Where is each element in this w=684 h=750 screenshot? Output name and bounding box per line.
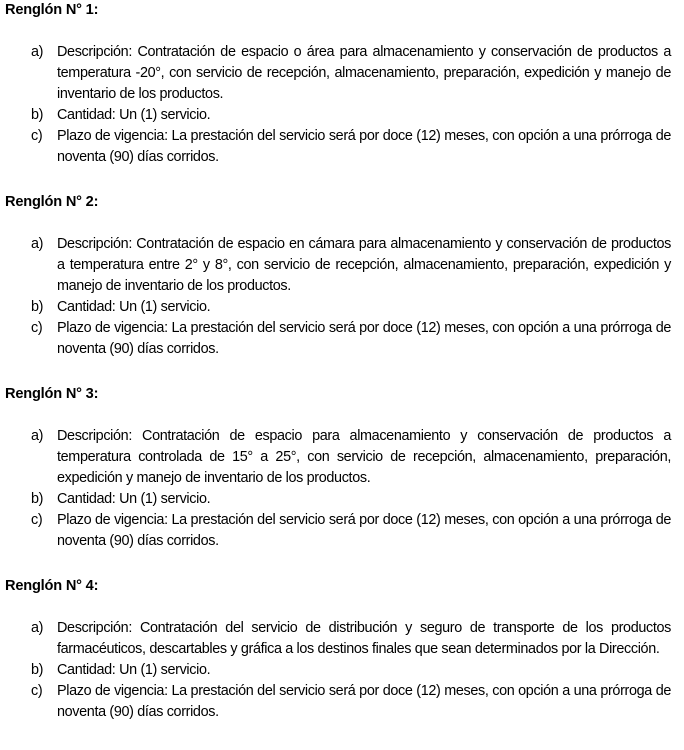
list-marker: b) <box>31 106 44 123</box>
item-text: Descripción: Contratación de espacio o área para almacenamiento y conservación de productos a temperatura -20°, con servicio de recepción, almacenamiento, preparación, expedición y manejo de inventario de los productos. <box>57 44 671 102</box>
list-item-plazo <box>0 318 684 360</box>
renglon-heading: Renglón N° 3: <box>5 386 99 402</box>
list-marker: c) <box>31 682 43 699</box>
list-marker: c) <box>31 319 43 336</box>
item-text: Cantidad: Un (1) servicio. <box>57 298 211 315</box>
list-item-plazo <box>0 510 684 552</box>
list-item-cantidad <box>0 297 684 318</box>
list-item-descripcion <box>0 234 684 297</box>
list-item-cantidad <box>0 489 684 510</box>
renglon-items <box>0 426 684 551</box>
item-text: Descripción: Contratación del servicio de distribución y seguro de transporte de los productos farmacéuticos, descartables y gráfica a los destinos finales que sean determinados por la Dirección. <box>57 620 671 657</box>
item-text: Plazo de vigencia: La prestación del servicio será por doce (12) meses, con opción a una prórroga de noventa (90) días corridos. <box>57 511 671 549</box>
item-text: Descripción: Contratación de espacio en cámara para almacenamiento y conservación de productos a temperatura entre 2° y 8°, con servicio de recepción, almacenamiento, preparación, expedición y manejo de inventario de los productos. <box>57 236 671 294</box>
list-marker: a) <box>31 620 44 636</box>
renglon-items <box>0 234 684 359</box>
renglon-items <box>0 618 684 723</box>
list-marker: b) <box>31 661 44 678</box>
renglon-heading: Renglón N° 4: <box>5 578 99 594</box>
item-text: Cantidad: Un (1) servicio. <box>57 661 211 678</box>
item-text: Cantidad: Un (1) servicio. <box>57 490 211 507</box>
list-marker: c) <box>31 127 43 144</box>
item-text: Cantidad: Un (1) servicio. <box>57 106 211 123</box>
renglon-heading: Renglón N° 1: <box>5 2 99 18</box>
list-marker: c) <box>31 511 43 528</box>
list-item-descripcion <box>0 426 684 489</box>
list-item-cantidad <box>0 660 684 681</box>
item-text: Plazo de vigencia: La prestación del servicio será por doce (12) meses, con opción a una prórroga de noventa (90) días corridos. <box>57 319 671 357</box>
list-marker: b) <box>31 298 44 315</box>
item-text: Descripción: Contratación de espacio para almacenamiento y conservación de productos a temperatura controlada de 15° a 25°, con servicio de recepción, almacenamiento, preparación, expedición y manejo de inventario de los productos. <box>57 428 671 486</box>
list-item-descripcion <box>0 618 684 660</box>
list-item-descripcion <box>0 42 684 105</box>
item-text: Plazo de vigencia: La prestación del servicio será por doce (12) meses, con opción a una prórroga de noventa (90) días corridos. <box>57 682 671 720</box>
list-item-plazo <box>0 681 684 723</box>
list-item-plazo <box>0 126 684 168</box>
list-item-cantidad <box>0 105 684 126</box>
renglon-heading: Renglón N° 2: <box>5 194 99 210</box>
item-text: Plazo de vigencia: La prestación del servicio será por doce (12) meses, con opción a una prórroga de noventa (90) días corridos. <box>57 127 671 165</box>
renglon-items <box>0 42 684 167</box>
list-marker: a) <box>31 428 44 444</box>
list-marker: a) <box>31 44 44 60</box>
list-marker: b) <box>31 490 44 507</box>
list-marker: a) <box>31 236 44 252</box>
